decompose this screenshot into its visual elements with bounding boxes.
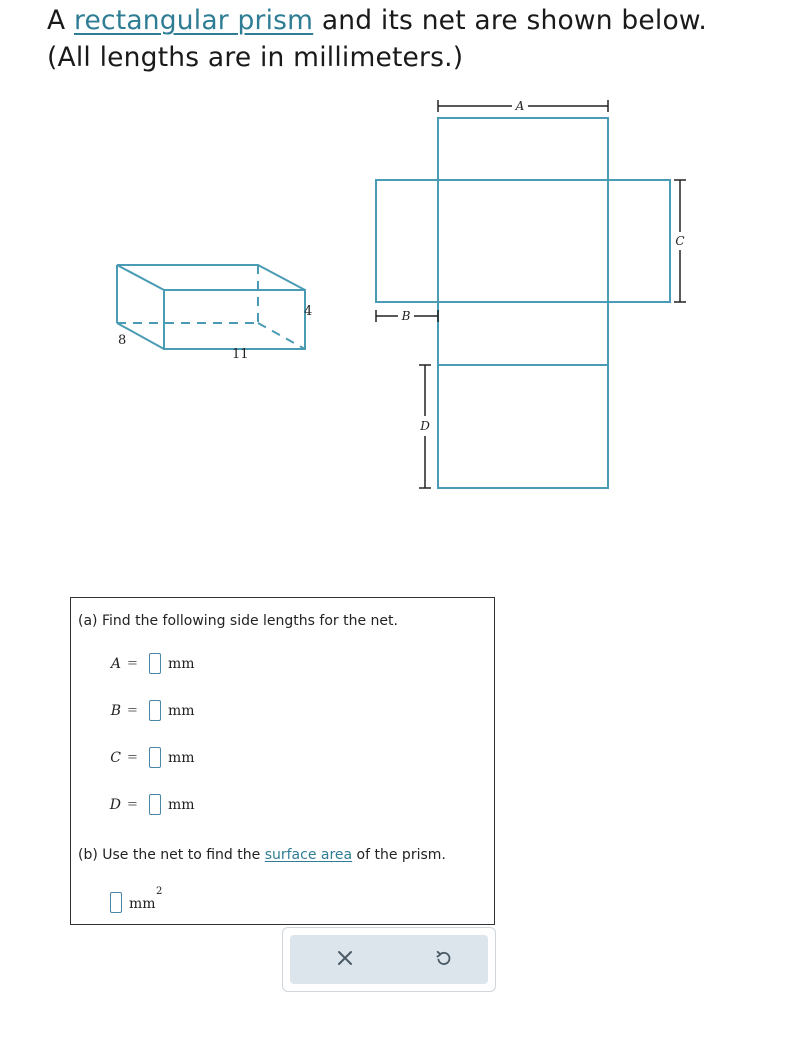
unit-label: mm xyxy=(168,750,195,766)
part-a-prompt: (a) Find the following side lengths for the net. xyxy=(78,613,398,629)
unit-label: mm xyxy=(168,656,195,672)
close-icon xyxy=(337,950,353,970)
answer-input-d[interactable] xyxy=(149,794,161,815)
prism-width-label: 8 xyxy=(118,333,127,348)
equals-sign: = xyxy=(127,797,138,812)
rectangular-prism-link[interactable]: rectangular prism xyxy=(73,5,314,36)
surface-area-unit-exponent: 2 xyxy=(156,886,163,897)
prism-height-label: 4 xyxy=(304,304,313,319)
net-face-bottom xyxy=(438,365,608,488)
answer-input-a[interactable] xyxy=(149,653,161,674)
var-c-label: C xyxy=(110,750,121,766)
clear-button[interactable] xyxy=(315,935,375,985)
unit-label: mm xyxy=(168,797,195,813)
undo-icon xyxy=(435,949,453,971)
var-b-label: B xyxy=(110,703,121,719)
net-face-center xyxy=(438,180,608,302)
answer-panel xyxy=(70,597,495,925)
prism-top-face xyxy=(117,265,305,290)
prism-drawing xyxy=(117,265,305,349)
prompt-line-2: (All lengths are in millimeters.) xyxy=(47,42,464,73)
surface-area-unit: mm xyxy=(129,896,156,912)
net-face-left xyxy=(376,180,438,302)
surface-area-link[interactable]: surface area xyxy=(264,847,353,863)
action-button-bar xyxy=(282,927,496,992)
net-label-a: A xyxy=(515,99,525,113)
prompt-line-1: A rectangular prism and its net are shown below. xyxy=(47,5,707,36)
net-face-right xyxy=(608,180,670,302)
prism-front-face xyxy=(164,290,305,349)
var-a-label: A xyxy=(110,656,121,672)
prism-hidden-edges xyxy=(117,265,305,349)
prism-length-label: 11 xyxy=(232,347,249,362)
net-label-c: C xyxy=(675,234,685,248)
answer-input-c[interactable] xyxy=(149,747,161,768)
net-label-b: B xyxy=(401,309,411,323)
unit-label: mm xyxy=(168,703,195,719)
part-b-prompt: (b) Use the net to find the surface area of the prism. xyxy=(78,847,446,863)
equals-sign: = xyxy=(127,703,138,718)
net-face-top xyxy=(438,118,608,180)
undo-button[interactable] xyxy=(414,935,474,985)
equals-sign: = xyxy=(127,656,138,671)
net-label-d: D xyxy=(420,419,430,433)
answer-input-b[interactable] xyxy=(149,700,161,721)
surface-area-input[interactable] xyxy=(110,892,122,913)
action-button-bar-inner xyxy=(290,935,488,984)
net-face-front xyxy=(438,302,608,365)
equals-sign: = xyxy=(127,750,138,765)
var-d-label: D xyxy=(109,797,121,813)
